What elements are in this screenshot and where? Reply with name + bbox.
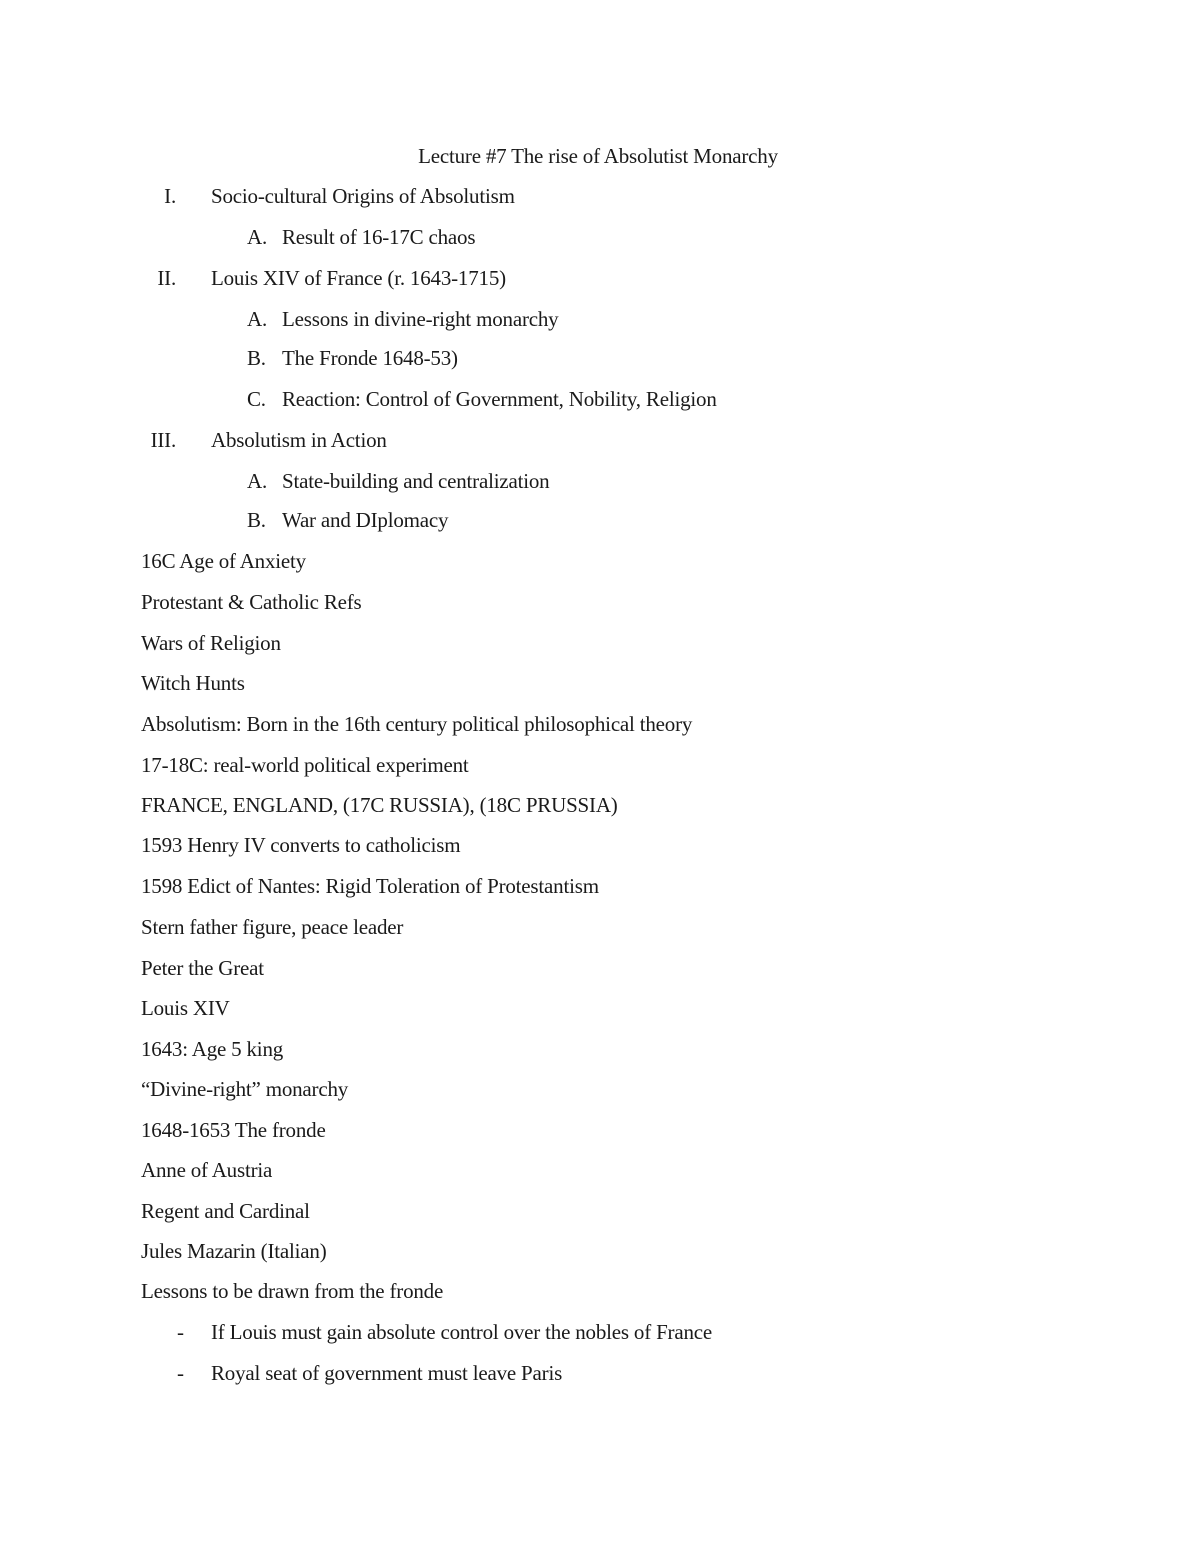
note-line: Stern father figure, peace leader (141, 915, 404, 939)
note-line: 16C Age of Anxiety (141, 549, 306, 573)
outline-marker: II. (157, 266, 176, 290)
note-line: Regent and Cardinal (141, 1199, 310, 1223)
outline-heading: Louis XIV of France (r. 1643-1715) (211, 266, 506, 290)
outline-marker: I. (164, 184, 176, 208)
document-title: Lecture #7 The rise of Absolutist Monarchy (418, 144, 778, 168)
note-line: 17-18C: real-world political experiment (141, 753, 469, 777)
note-line: Jules Mazarin (Italian) (141, 1239, 327, 1263)
outline-subitem: Reaction: Control of Government, Nobility, Religion (282, 387, 717, 411)
note-line: Louis XIV (141, 996, 230, 1020)
note-line: Wars of Religion (141, 631, 281, 655)
bullet-item: If Louis must gain absolute control over the nobles of France (211, 1320, 713, 1344)
outline-subitem: Result of 16-17C chaos (282, 225, 476, 249)
note-line: 1598 Edict of Nantes: Rigid Toleration of Protestantism (141, 874, 599, 898)
outline-sub-marker: B. (247, 508, 266, 532)
dash-bullet: - (177, 1361, 184, 1385)
note-line: Protestant & Catholic Refs (141, 590, 362, 614)
note-line: FRANCE, ENGLAND, (17C RUSSIA), (18C PRUSSIA) (141, 793, 618, 817)
outline-subitem: Lessons in divine-right monarchy (282, 307, 559, 331)
outline-marker: III. (150, 428, 176, 452)
note-line: Peter the Great (141, 956, 264, 980)
outline-sub-marker: B. (247, 346, 266, 370)
outline-sub-marker: A. (247, 307, 268, 331)
note-line: 1643: Age 5 king (141, 1037, 284, 1061)
note-line: Witch Hunts (141, 671, 245, 695)
bullet-item: Royal seat of government must leave Paris (211, 1361, 563, 1385)
outline-sub-marker: A. (247, 469, 268, 493)
note-line: Anne of Austria (141, 1158, 273, 1182)
outline-sub-marker: C. (247, 387, 266, 411)
dash-bullet: - (177, 1320, 184, 1344)
note-line: 1648-1653 The fronde (141, 1118, 326, 1142)
note-line: “Divine-right” monarchy (141, 1077, 349, 1101)
outline-heading: Socio-cultural Origins of Absolutism (211, 184, 515, 208)
outline-subitem: The Fronde 1648-53) (282, 346, 458, 370)
note-line: Lessons to be drawn from the fronde (141, 1279, 444, 1303)
outline-heading: Absolutism in Action (211, 428, 387, 452)
outline-sub-marker: A. (247, 225, 268, 249)
note-line: 1593 Henry IV converts to catholicism (141, 833, 461, 857)
note-line: Absolutism: Born in the 16th century political philosophical theory (141, 712, 693, 736)
outline-subitem: War and DIplomacy (282, 508, 449, 532)
outline-subitem: State-building and centralization (282, 469, 550, 493)
